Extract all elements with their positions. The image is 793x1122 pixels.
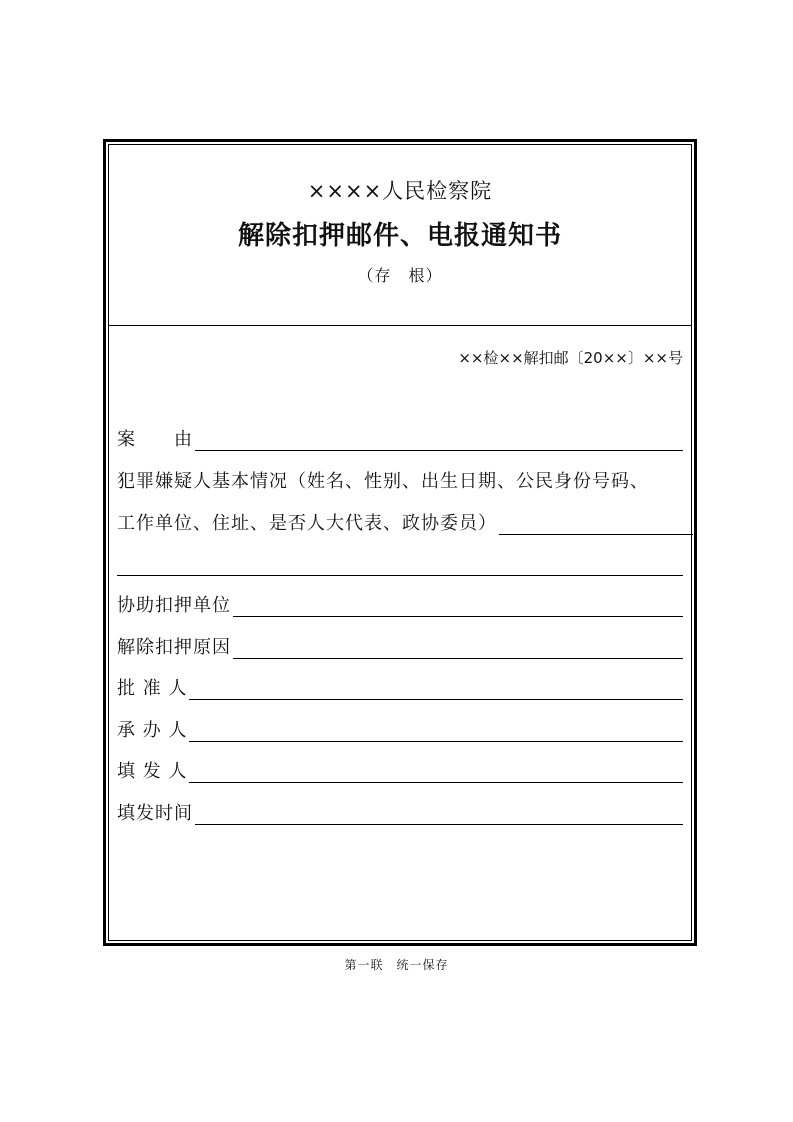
approver-row bbox=[117, 674, 683, 702]
issuer-row bbox=[117, 757, 683, 785]
doc-title: 解除扣押邮件、电报通知书 bbox=[237, 221, 562, 251]
case-reason-row bbox=[117, 425, 683, 453]
approver-label: 批 准 人 bbox=[117, 678, 188, 699]
issue-time-row bbox=[117, 799, 683, 827]
handler-row bbox=[117, 716, 683, 744]
approver-field[interactable] bbox=[189, 699, 683, 700]
suspect-info-label-line2: 工作单位、住址、是否人大代表、政协委员） bbox=[117, 513, 497, 534]
form-outer-border bbox=[103, 139, 697, 946]
assisting-unit-label: 协助扣押单位 bbox=[117, 595, 231, 616]
assisting-unit-row bbox=[117, 591, 683, 619]
release-reason-label: 解除扣押原因 bbox=[117, 637, 231, 658]
case-reason-label: 案 由 bbox=[117, 429, 193, 450]
org-title: ××××人民检察院 bbox=[307, 179, 493, 203]
release-reason-field[interactable] bbox=[233, 658, 683, 659]
doc-number: ××检××解扣邮〔20××〕××号 bbox=[458, 349, 683, 367]
suspect-info-label-line1: 犯罪嫌疑人基本情况（姓名、性别、出生日期、公民身份号码、 bbox=[117, 471, 649, 492]
release-reason-row bbox=[117, 633, 683, 661]
stub-label: （存 根） bbox=[357, 266, 443, 285]
issue-time-label: 填发时间 bbox=[117, 803, 193, 824]
assisting-unit-field[interactable] bbox=[233, 616, 683, 617]
issuer-label: 填 发 人 bbox=[117, 761, 188, 782]
suspect-info-row bbox=[117, 509, 693, 537]
form-inner-border bbox=[108, 144, 692, 941]
issue-time-field[interactable] bbox=[195, 824, 683, 825]
case-reason-field[interactable] bbox=[195, 450, 683, 451]
form-header bbox=[109, 145, 691, 326]
handler-label: 承 办 人 bbox=[117, 720, 188, 741]
issuer-field[interactable] bbox=[189, 782, 683, 783]
suspect-info-field[interactable] bbox=[499, 534, 693, 535]
copy-note: 第一联 统一保存 bbox=[344, 958, 449, 972]
handler-field[interactable] bbox=[189, 741, 683, 742]
suspect-info-continuation-field[interactable] bbox=[117, 575, 683, 576]
